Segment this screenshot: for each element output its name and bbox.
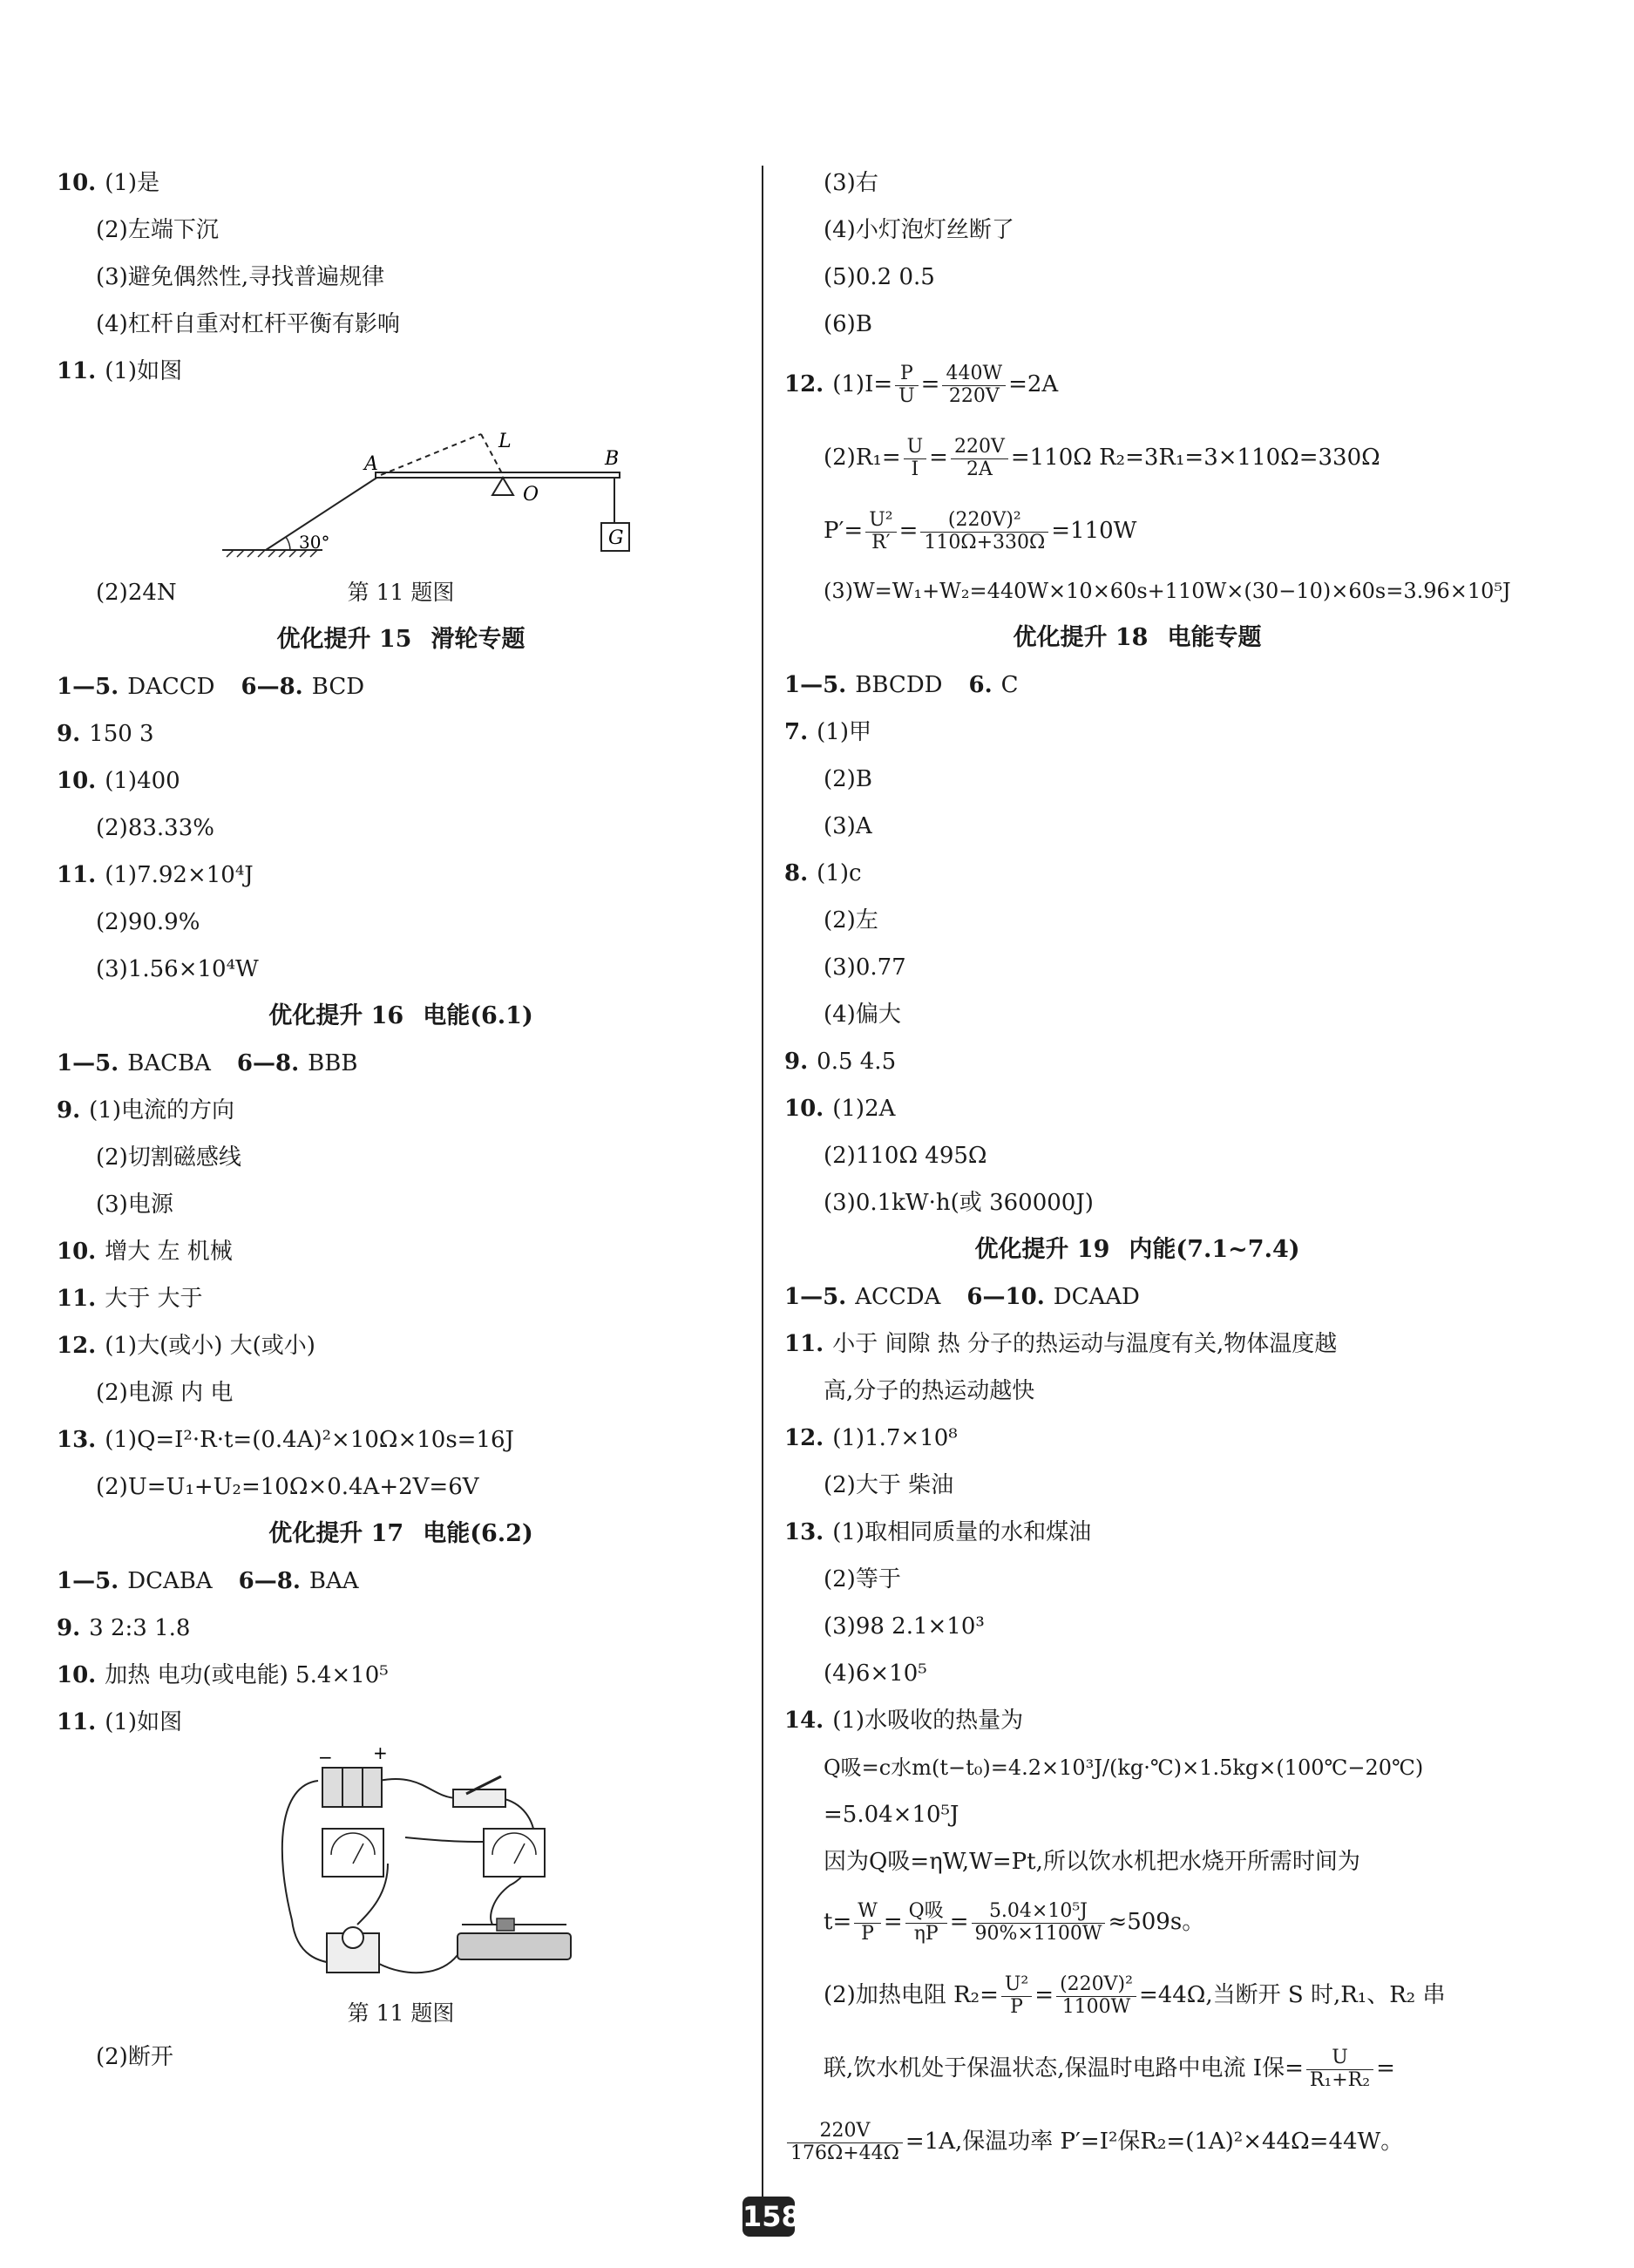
svg-text:+: +	[373, 1746, 388, 1763]
question-number: 10.	[784, 1096, 824, 1122]
answer-text: (3)A	[824, 813, 872, 839]
question-number: 6.	[968, 672, 993, 698]
answer-line	[57, 1087, 745, 1134]
answer-line	[784, 1603, 1490, 1650]
answer-line	[57, 1605, 745, 1652]
answer-line	[57, 207, 745, 254]
left-block-c	[57, 663, 745, 993]
answer-line	[784, 1697, 1490, 1744]
answer-text: (3)电源	[96, 1192, 173, 1218]
answer-text: (2)110Ω 495Ω	[824, 1143, 987, 1169]
answer-text: (2)左	[824, 907, 878, 934]
figure-caption: 第 11 题图	[347, 580, 455, 605]
answer-text: DACCD	[127, 674, 215, 700]
left-block-b	[57, 569, 745, 616]
answer-text: (1)甲	[817, 719, 871, 745]
right-block-b	[784, 662, 1490, 1226]
answer-text: (2)左端下沉	[96, 217, 219, 243]
answer-text: (1)如图	[105, 358, 183, 384]
left-column	[57, 160, 745, 2081]
circuit-diagram	[57, 1746, 745, 1990]
question-number: 1—5.	[784, 1284, 847, 1310]
answer-text: BACBA	[127, 1050, 211, 1076]
answer-text: ACCDA	[855, 1284, 941, 1310]
answer-line	[57, 663, 745, 710]
question-number: 13.	[784, 1519, 824, 1545]
question-12-solution	[784, 348, 1511, 615]
answer-text: (3)0.77	[824, 954, 906, 981]
answer-text: (4)6×10⁵	[824, 1660, 927, 1687]
answer-line	[784, 1415, 1490, 1462]
answer-text: 增大 左 机械	[105, 1239, 233, 1265]
q14-line-2: =5.04×10⁵J	[824, 1802, 959, 1828]
question-number: 1—5.	[57, 1050, 119, 1076]
answer-line	[57, 1463, 745, 1511]
answer-text: (1)取相同质量的水和煤油	[832, 1519, 1092, 1545]
right-block-a	[784, 160, 1490, 348]
answer-text: (2)断开	[96, 2044, 173, 2070]
left-block-a	[57, 160, 745, 395]
answer-text: DCABA	[127, 1568, 213, 1594]
left-block-d	[57, 1040, 745, 1511]
left-block-e	[57, 1558, 745, 1746]
answer-line	[784, 1038, 1490, 1085]
question-number: 6—8.	[236, 1050, 300, 1076]
right-column	[784, 160, 1511, 2178]
figure-caption: 第 11 题图	[347, 2000, 455, 2026]
answer-line	[784, 1368, 1490, 1415]
answer-text: (1)2A	[832, 1096, 896, 1122]
answer-text: (3)0.1kW·h(或 360000J)	[824, 1190, 1094, 1216]
answer-text: (1)如图	[105, 1709, 183, 1735]
answer-line	[57, 899, 745, 946]
answer-text: (1)1.7×10⁸	[832, 1425, 958, 1451]
label-o: O	[523, 484, 539, 506]
answer-line	[57, 1275, 745, 1322]
answer-line	[57, 710, 745, 757]
question-number: 9.	[57, 1097, 81, 1124]
q14-line-3: 因为Q吸=ηW,W=Pt,所以饮水机把水烧开所需时间为	[824, 1849, 1360, 1875]
answer-text: 小于 间隙 热 分子的热运动与温度有关,物体温度越	[832, 1331, 1338, 1357]
answer-text: (2)U=U₁+U₂=10Ω×0.4A+2V=6V	[96, 1474, 479, 1500]
answer-text: (4)小灯泡灯丝断了	[824, 217, 1014, 243]
answer-text: (3)98 2.1×10³	[824, 1613, 985, 1640]
question-number: 1—5.	[784, 672, 847, 698]
answer-line	[784, 991, 1490, 1038]
answer-line	[784, 662, 1490, 709]
answer-line	[57, 1652, 745, 1699]
q14-line-1: Q吸=c水m(t−t₀)=4.2×10³J/(kg·℃)×1.5kg×(100℃−20℃)	[824, 1755, 1424, 1780]
answer-line	[784, 1650, 1490, 1697]
q12-line-1: 12. (1)I= $\frac{P}{U}$ = $\frac{440W}{220V}$ =2A	[784, 363, 1059, 407]
answer-text: (1)大(或小) 大(或小)	[105, 1333, 315, 1359]
answer-text: (1)电流的方向	[89, 1097, 234, 1124]
answer-text: C	[1000, 672, 1019, 698]
answer-line	[57, 254, 745, 301]
answer-text: 大于 大于	[105, 1286, 203, 1312]
section-heading-17: 优化提升 17 电能(6.2)	[268, 1520, 533, 1547]
answer-line	[57, 1369, 745, 1416]
answer-text: (2)24N	[96, 580, 177, 606]
section-heading-19: 优化提升 19 内能(7.1~7.4)	[974, 1236, 1300, 1263]
answer-line	[784, 850, 1490, 897]
answer-line	[57, 348, 745, 395]
question-number: 11.	[57, 358, 97, 384]
answer-text: (3)右	[824, 170, 878, 196]
answer-line	[784, 1556, 1490, 1603]
answer-line	[784, 207, 1490, 254]
question-number: 11.	[784, 1331, 824, 1357]
answer-line	[784, 160, 1490, 207]
question-number: 9.	[784, 1049, 809, 1075]
answer-line	[57, 1181, 745, 1228]
answer-line	[784, 756, 1490, 803]
answer-line	[57, 1558, 745, 1605]
answer-line	[784, 1462, 1490, 1509]
answer-line	[784, 1273, 1490, 1321]
answer-line	[57, 569, 745, 616]
answer-text: (1)水吸收的热量为	[832, 1708, 1024, 1734]
answer-line	[57, 852, 745, 899]
answer-line	[57, 757, 745, 805]
answer-text: 150 3	[89, 721, 154, 747]
answer-text: (1)400	[105, 768, 180, 794]
answer-text: (6)B	[824, 311, 872, 337]
answer-line	[57, 2034, 745, 2081]
answer-text: (1)7.92×10⁴J	[105, 862, 254, 888]
answer-line	[784, 1321, 1490, 1368]
svg-text:−: −	[318, 1747, 333, 1768]
answer-text: DCAAD	[1053, 1284, 1140, 1310]
column-divider	[762, 166, 763, 2231]
question-number: 9.	[57, 1615, 81, 1641]
answer-text: 0.5 4.5	[817, 1049, 897, 1075]
answer-line	[57, 1228, 745, 1275]
q14-line-6: 联,饮水机处于保温状态,保温时电路中电流 I保= $\frac{U}{\text{R₁+R₂}}$ =	[824, 2047, 1395, 2091]
answer-line	[784, 1509, 1490, 1556]
answer-text: (1)Q=I²·R·t=(0.4A)²×10Ω×10s=16J	[105, 1427, 514, 1453]
answer-line	[57, 1699, 745, 1746]
question-number: 1—5.	[57, 674, 119, 700]
question-number: 10.	[57, 170, 97, 196]
label-a: A	[364, 453, 378, 475]
left-block-f	[57, 2034, 745, 2081]
answer-line	[784, 1085, 1490, 1132]
question-number: 10.	[57, 1239, 97, 1265]
q14-line-7: $\frac{220V}{176\Omega+44\Omega}$ =1A,保温功率 P′=I²保R₂=(1A)²×44Ω=44W。	[784, 2105, 1490, 2178]
label-b: B	[605, 448, 620, 470]
question-number: 11.	[57, 1709, 97, 1735]
answer-text: (4)偏大	[824, 1002, 901, 1028]
answer-text: BBB	[308, 1050, 358, 1076]
answer-text: (2)B	[824, 766, 872, 792]
answer-line	[57, 1040, 745, 1087]
question-number: 13.	[57, 1427, 97, 1453]
answer-line	[784, 1179, 1490, 1226]
question-number: 11.	[57, 1286, 97, 1312]
question-number: 10.	[57, 768, 97, 794]
label-l: L	[498, 431, 512, 452]
question-number: 6—8.	[241, 674, 303, 700]
answer-line	[784, 897, 1490, 944]
answer-line	[784, 803, 1490, 850]
answer-line	[784, 709, 1490, 756]
question-number: 7.	[784, 719, 809, 745]
question-number: 12.	[57, 1333, 97, 1359]
circuit-figure	[57, 1746, 745, 2034]
question-number: 11.	[57, 862, 97, 888]
q12-line-3: P′= $\frac{\text{U²}}{R'}$ = $\frac{\text{(220V)²}}{110\Omega+330\Omega}$ =110W	[824, 509, 1137, 553]
answer-text: 加热 电功(或电能) 5.4×10⁵	[105, 1662, 389, 1688]
answer-line	[57, 805, 745, 852]
q12-line-2: (2)R₁= $\frac{U}{I}$ = $\frac{220V}{2A}$ =110Ω R₂=3R₁=3×110Ω=330Ω	[824, 436, 1380, 480]
question-number: 12.	[784, 1425, 824, 1451]
answer-text: (2)90.9%	[96, 909, 200, 935]
answer-text: (2)电源 内 电	[96, 1380, 234, 1406]
answer-line	[57, 160, 745, 207]
answer-text: (2)大于 柴油	[824, 1472, 954, 1498]
question-14-solution	[784, 1744, 1490, 2178]
section-heading-16: 优化提升 16 电能(6.1)	[268, 1002, 533, 1029]
answer-line	[57, 1416, 745, 1463]
answer-line	[57, 946, 745, 993]
answer-text: (2)等于	[824, 1566, 901, 1592]
answer-text: (4)杠杆自重对杠杆平衡有影响	[96, 311, 400, 337]
answer-text: (3)1.56×10⁴W	[96, 956, 259, 982]
label-angle: 30°	[299, 532, 330, 553]
answer-text: BBCDD	[855, 672, 943, 698]
section-heading-18: 优化提升 18 电能专题	[1013, 624, 1262, 651]
answer-text: (2)83.33%	[96, 815, 214, 841]
question-number: 6—8.	[238, 1568, 301, 1594]
question-number: 8.	[784, 860, 809, 886]
question-number: 9.	[57, 721, 81, 747]
lever-diagram	[57, 395, 745, 569]
answer-text: BAA	[308, 1568, 359, 1594]
page-number: 158	[742, 2197, 795, 2237]
answer-text: (5)0.2 0.5	[824, 264, 935, 290]
answer-line	[784, 1132, 1490, 1179]
answer-text: 3 2:3 1.8	[89, 1615, 191, 1641]
right-block-c	[784, 1273, 1490, 1744]
question-number: 6—10.	[966, 1284, 1045, 1310]
answer-line	[784, 254, 1490, 301]
answer-text: (1)c	[817, 860, 862, 886]
q14-line-4: t= $\frac{W}{P}$ = $\frac{\text{Q吸}}{\eta P}$ = $\frac{\text{5.04×10⁵J}}{90\%\times 1100W}$ ≈509s。	[824, 1900, 1205, 1945]
answer-line	[57, 1134, 745, 1181]
question-number: 1—5.	[57, 1568, 119, 1594]
q14-line-5: (2)加热电阻 R₂= $\frac{\text{U²}}{P}$ = $\frac{\text{(220V)²}}{1100W}$ =44Ω,当断开 S 时,R₁、R₂ 串	[824, 1973, 1446, 2018]
question-number: 14.	[784, 1708, 824, 1734]
question-number: 10.	[57, 1662, 97, 1688]
answer-line	[784, 301, 1490, 348]
answer-text: (3)避免偶然性,寻找普遍规律	[96, 264, 385, 290]
label-g: G	[608, 527, 624, 549]
section-heading-15: 优化提升 15 滑轮专题	[276, 626, 525, 653]
answer-text: (2)切割磁感线	[96, 1144, 241, 1171]
answer-line	[57, 301, 745, 348]
answer-text: 高,分子的热运动越快	[824, 1378, 1035, 1404]
answer-line	[784, 944, 1490, 991]
answer-text: (1)是	[105, 170, 160, 196]
answer-text: BCD	[311, 674, 365, 700]
answer-line	[57, 1322, 745, 1369]
q12-line-4: (3)W=W₁+W₂=440W×10×60s+110W×(30−10)×60s=3.96×10⁵J	[824, 579, 1511, 603]
